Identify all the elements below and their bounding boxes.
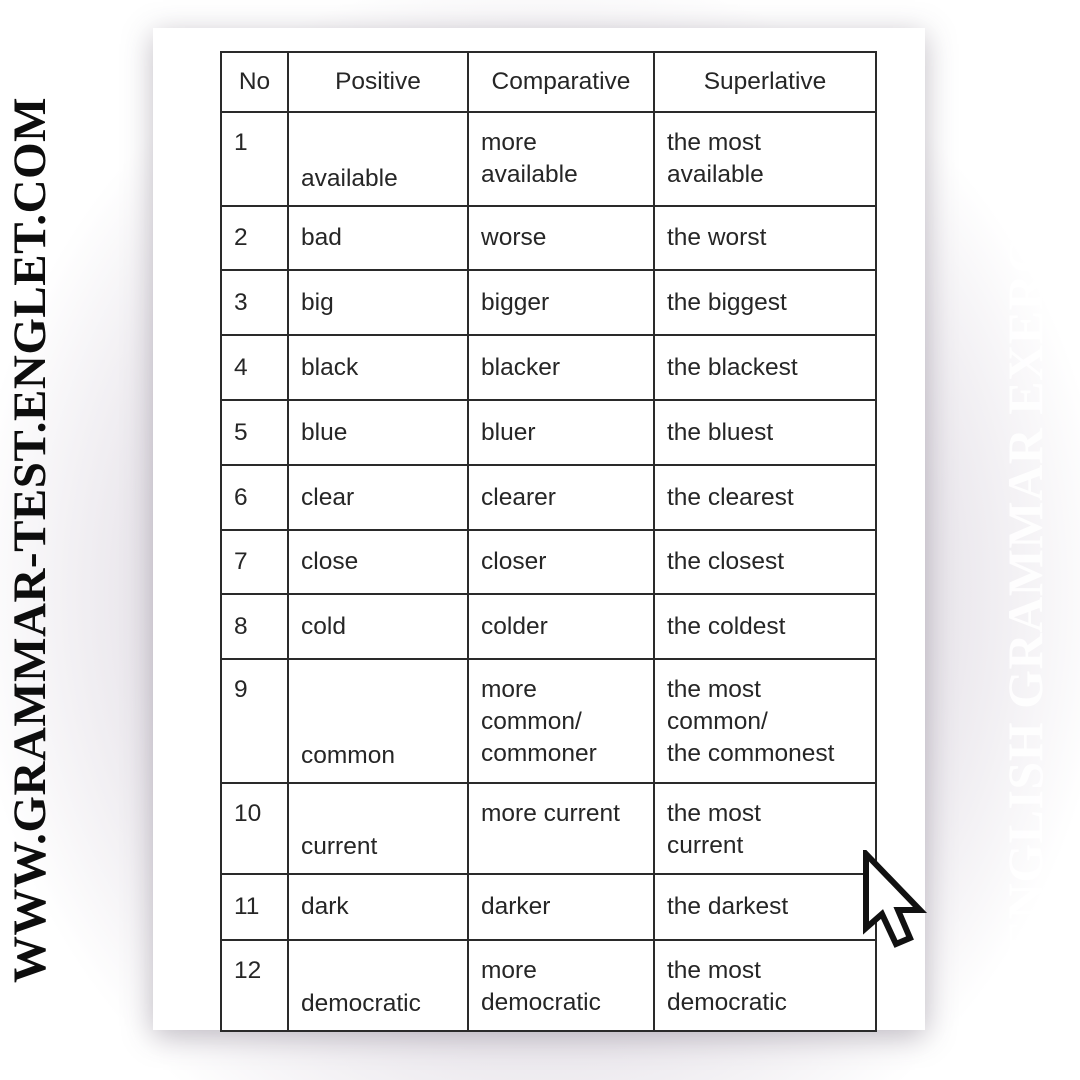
comparative-cell: more available — [468, 112, 654, 206]
positive-cell: common — [288, 659, 468, 783]
header-superlative: Superlative — [654, 52, 876, 112]
comparative-cell: more current — [468, 783, 654, 874]
superlative-cell: the closest — [654, 530, 876, 594]
superlative-cell: the most current — [654, 783, 876, 874]
superlative-cell: the biggest — [654, 270, 876, 335]
side-banner-right — [990, 0, 1060, 1080]
positive-cell: close — [288, 530, 468, 594]
positive-cell: big — [288, 270, 468, 335]
row-number-cell: 10 — [221, 783, 288, 874]
table-row — [221, 874, 876, 940]
table-row — [221, 594, 876, 659]
comparative-cell: bigger — [468, 270, 654, 335]
comparative-cell: closer — [468, 530, 654, 594]
table-header-row — [221, 52, 876, 112]
positive-cell: black — [288, 335, 468, 400]
comparative-cell: darker — [468, 874, 654, 940]
superlative-cell: the most available — [654, 112, 876, 206]
row-number-cell: 9 — [221, 659, 288, 783]
row-number-cell: 12 — [221, 940, 288, 1031]
row-number-cell: 3 — [221, 270, 288, 335]
table-row — [221, 270, 876, 335]
superlative-cell: the bluest — [654, 400, 876, 465]
comparative-cell: more democratic — [468, 940, 654, 1031]
row-number-cell: 7 — [221, 530, 288, 594]
comparative-cell: colder — [468, 594, 654, 659]
superlative-cell: the coldest — [654, 594, 876, 659]
arrow-pointer-icon — [860, 850, 928, 950]
positive-cell: cold — [288, 594, 468, 659]
row-number-cell: 11 — [221, 874, 288, 940]
comparative-cell: blacker — [468, 335, 654, 400]
comparative-cell: clearer — [468, 465, 654, 530]
table-row — [221, 783, 876, 874]
positive-cell: democratic — [288, 940, 468, 1031]
table-row — [221, 206, 876, 270]
positive-cell: blue — [288, 400, 468, 465]
superlative-cell: the clearest — [654, 465, 876, 530]
table-row — [221, 400, 876, 465]
positive-cell: clear — [288, 465, 468, 530]
table-row — [221, 940, 876, 1031]
superlative-cell: the most democratic — [654, 940, 876, 1031]
header-positive: Positive — [288, 52, 468, 112]
comparative-cell: worse — [468, 206, 654, 270]
row-number-cell: 2 — [221, 206, 288, 270]
positive-cell: bad — [288, 206, 468, 270]
table-row — [221, 112, 876, 206]
website-url-text: WWW.GRAMMAR-TEST.ENGLET.COM — [4, 96, 56, 984]
table-row — [221, 465, 876, 530]
row-number-cell: 1 — [221, 112, 288, 206]
header-comparative: Comparative — [468, 52, 654, 112]
superlative-cell: the darkest — [654, 874, 876, 940]
row-number-cell: 6 — [221, 465, 288, 530]
side-banner-left — [0, 0, 60, 1080]
superlative-cell: the worst — [654, 206, 876, 270]
positive-cell: current — [288, 783, 468, 874]
watermark-text: ENGLISH GRAMMAR EXERCISES — [997, 126, 1053, 954]
document-page — [153, 28, 925, 1030]
table-row — [221, 335, 876, 400]
superlative-cell: the most common/ the commonest — [654, 659, 876, 783]
positive-cell: available — [288, 112, 468, 206]
row-number-cell: 4 — [221, 335, 288, 400]
row-number-cell: 5 — [221, 400, 288, 465]
header-no: No — [221, 52, 288, 112]
superlative-cell: the blackest — [654, 335, 876, 400]
table-row — [221, 659, 876, 783]
adjective-comparison-table — [220, 51, 877, 1032]
comparative-cell: bluer — [468, 400, 654, 465]
positive-cell: dark — [288, 874, 468, 940]
table-row — [221, 530, 876, 594]
comparative-cell: more common/ commoner — [468, 659, 654, 783]
row-number-cell: 8 — [221, 594, 288, 659]
